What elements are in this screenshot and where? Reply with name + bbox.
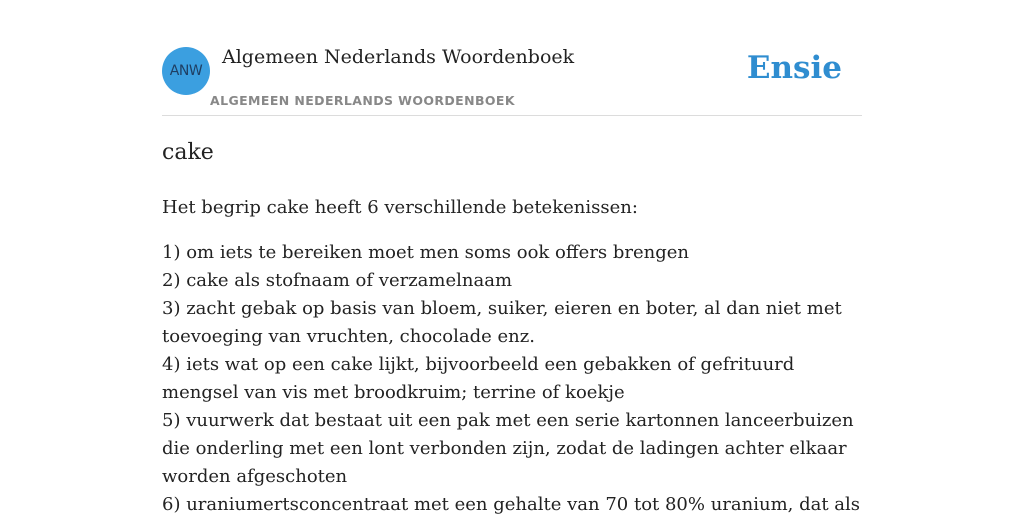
term-title: cake bbox=[162, 140, 214, 165]
source-subtitle: ALGEMEEN NEDERLANDS WOORDENBOEK bbox=[210, 93, 515, 108]
meaning-item: 2) cake als stofnaam of verzamelnaam bbox=[162, 270, 513, 291]
meaning-item: 3) zacht gebak op basis van bloem, suiker, eieren en boter, al dan niet met toevoeging van vruchten, chocolade enz. bbox=[162, 298, 842, 347]
source-title[interactable]: Algemeen Nederlands Woordenboek bbox=[222, 46, 575, 68]
avatar-text: ANW bbox=[169, 63, 203, 79]
meaning-item: 4) iets wat op een cake lijkt, bijvoorbeeld een gebakken of gefrituurd mengsel van vis met broodkruim; terrine of koekje bbox=[162, 354, 795, 403]
meanings-list bbox=[162, 239, 862, 519]
meaning-item: 5) vuurwerk dat bestaat uit een pak met een serie kartonnen lanceerbuizen die onderling met een lont verbonden zijn, zodat de ladingen achter elkaar worden afgeschoten bbox=[162, 410, 854, 487]
meanings-intro: Het begrip cake heeft 6 verschillende betekenissen: bbox=[162, 197, 638, 218]
page bbox=[162, 0, 862, 515]
meaning-item: 6) uraniumertsconcentraat met een gehalte van 70 tot 80% uranium, dat als bbox=[162, 494, 861, 515]
source-avatar[interactable] bbox=[162, 47, 210, 95]
brand-logo[interactable]: Ensie bbox=[746, 50, 842, 86]
header-divider bbox=[162, 115, 862, 116]
header bbox=[162, 0, 862, 116]
meaning-item: 1) om iets te bereiken moet men soms ook offers brengen bbox=[162, 242, 690, 263]
